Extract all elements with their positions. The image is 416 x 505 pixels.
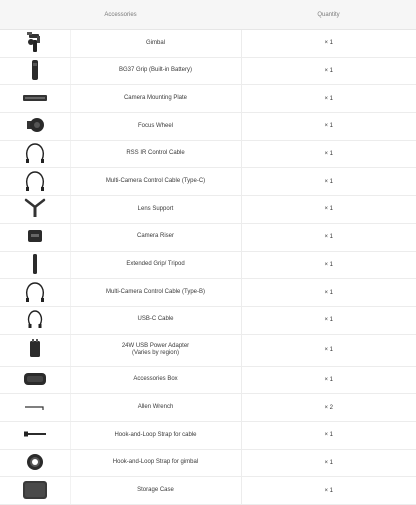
item-name: Multi-Camera Control Cable (Type-B): [105, 288, 206, 295]
item-name: Hook-and-Loop Strap for cable: [114, 431, 197, 438]
accessories-box-icon: [22, 368, 48, 390]
grip-icon: [22, 59, 48, 81]
strap-roll-icon: [22, 451, 48, 473]
camera-riser-icon: [22, 225, 48, 247]
item-quantity: × 1: [324, 178, 333, 185]
cable-icon: [22, 170, 48, 192]
lens-support-icon: [22, 197, 48, 219]
item-name: RSS IR Control Cable: [126, 150, 185, 157]
allen-wrench-icon: [22, 396, 48, 418]
item-quantity: × 1: [324, 487, 333, 494]
mounting-plate-icon: [22, 87, 48, 109]
item-name: Camera Mounting Plate: [123, 94, 188, 101]
table-row: [0, 57, 416, 85]
table-header-row: [0, 0, 416, 30]
item-name: Accessories Box: [133, 376, 178, 383]
quantity-header: Quantity: [241, 0, 416, 30]
table-row: [0, 394, 416, 422]
item-quantity: × 1: [324, 317, 333, 324]
table-row: [0, 251, 416, 279]
item-name: Lens Support: [137, 205, 174, 212]
item-quantity: × 1: [324, 347, 333, 354]
tripod-icon: [22, 253, 48, 275]
table-row: [0, 30, 416, 58]
item-name: BG37 Grip (Built-in Battery): [118, 67, 193, 74]
power-adapter-icon: [22, 338, 48, 360]
table-row: [0, 421, 416, 449]
storage-case-icon: [22, 479, 48, 501]
accessories-header: Accessories: [0, 0, 241, 30]
table-row: [0, 168, 416, 196]
cable-icon: [22, 142, 48, 164]
table-row: [0, 223, 416, 251]
table-row: [0, 334, 416, 366]
table-row: [0, 140, 416, 168]
table-row: [0, 306, 416, 334]
item-name: Extended Grip/ Tripod: [126, 261, 185, 268]
item-quantity: × 1: [324, 261, 333, 268]
item-name: Focus Wheel: [137, 122, 173, 129]
item-quantity: × 2: [324, 404, 333, 411]
item-quantity: × 1: [324, 289, 333, 296]
table-row: [0, 85, 416, 113]
strap-icon: [22, 423, 48, 445]
item-quantity: × 1: [324, 459, 333, 466]
item-quantity: × 1: [324, 432, 333, 439]
table-row: [0, 196, 416, 224]
table-row: [0, 279, 416, 307]
item-quantity: × 1: [324, 95, 333, 102]
table-row: [0, 449, 416, 477]
item-name: Hook-and-Loop Strap for gimbal: [112, 459, 199, 466]
item-name: 24W USB Power Adapter (Varies by region): [121, 342, 190, 357]
item-quantity: × 1: [324, 68, 333, 75]
item-quantity: × 1: [324, 40, 333, 47]
item-name: USB-C Cable: [137, 316, 174, 323]
item-name: Multi-Camera Control Cable (Type-C): [105, 178, 206, 185]
item-name: Gimbal: [145, 39, 165, 46]
table-row: [0, 477, 416, 505]
item-quantity: × 1: [324, 234, 333, 241]
focus-wheel-icon: [22, 114, 48, 136]
cable-icon: [22, 281, 48, 303]
item-name: Camera Riser: [136, 233, 174, 240]
item-quantity: × 1: [324, 151, 333, 158]
item-quantity: × 1: [324, 376, 333, 383]
item-quantity: × 1: [324, 123, 333, 130]
gimbal-icon: [22, 31, 48, 53]
cable-icon: [22, 308, 48, 330]
item-name: Allen Wrench: [137, 403, 174, 410]
table-row: [0, 366, 416, 394]
item-quantity: × 1: [324, 206, 333, 213]
table-row: [0, 113, 416, 141]
item-name: Storage Case: [137, 486, 174, 493]
